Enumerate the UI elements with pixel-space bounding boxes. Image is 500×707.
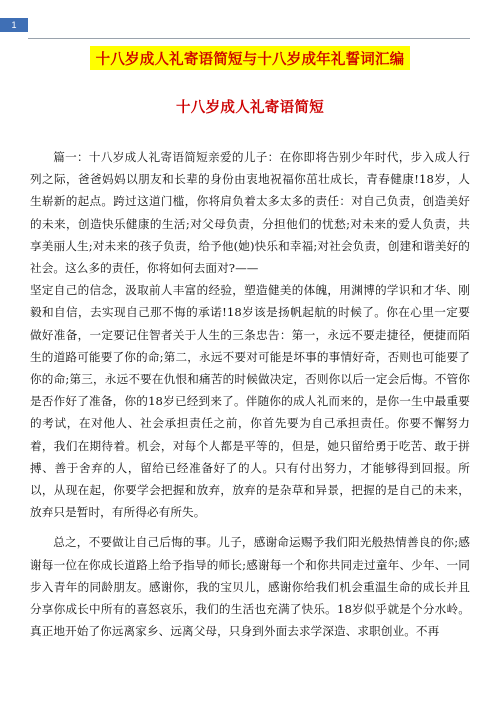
main-title-highlight <box>90 46 410 70</box>
paragraph-gap <box>30 523 470 531</box>
section-title: 十八岁成人礼寄语简短 <box>176 99 324 116</box>
paragraph-1: 篇一：十八岁成人礼寄语简短亲爱的儿子：在你即将告别少年时代，步入成人行列之际，爸爸妈妈以朋友和长辈的身份由衷地祝福你茁壮成长，青春健康!18岁，人生崭新的起点。跨过这道门槛，你将肩负着太多太多的责任：对自己负责，创造美好的未来，创造快乐健康的生活;对父母负责，分担他们的忧愁;对未来的爱人负责，共享美丽人生;对未来的孩子负责，给予他(她)快乐和幸福;对社会负责，创建和谐美好的社会。这么多的责任，你将如何去面对?—— <box>30 150 470 276</box>
paragraph-2: 坚定自己的信念，汲取前人丰富的经验，塑造健美的体魄，用渊博的学识和才华、刚毅和自信，去实现自己那不悔的承诺!18岁该是扬帆起航的时候了。你在心里一定要做好准备，一定要记住智者关于人生的三条忠告：第一，永远不要走捷径，便捷而陌生的道路可能要了你的命;第二，永远不要对可能是坏事的事情好奇，否则也可能要了你的命;第三，永远不要在仇恨和痛苦的时候做决定，否则你以后一定会后悔。不管你是否作好了准备，你的18岁已经到来了。伴随你的成人礼而来的，是你一生中最重要的考试，在对他人、社会承担责任之前，你首先要为自己承担责任。你要不懈努力着，我们在期待着。机会，对每个人都是平等的，但是，她只留给勇于吃苦、敢于拼搏、善于舍弃的人，留给已经准备好了的人。只有付出努力，才能够得到回报。所以，从现在起，你要学会把握和放弃，放弃的是杂草和异景，把握的是自己的未来，放弃只是暂时，有所得必有所失。 <box>30 283 470 520</box>
main-title: 十八岁成人礼寄语简短与十八岁成年礼誓词汇编 <box>95 50 405 68</box>
document-body <box>30 146 470 642</box>
paragraph-3: 总之，不要做让自己后悔的事。儿子，感谢命运赐予我们阳光般热情善良的你;感谢每一位在你成长道路上给予指导的师长;感谢每一个和你共同走过童年、少年、一同步入青年的同龄朋友。感谢你，我的宝贝儿，感谢你给我们机会重温生命的成长并且分享你成长中所有的喜怒哀乐，我们的生活也充满了快乐。18岁似乎就是个分水岭。真正地开始了你远离家乡、远离父母，只身到外面去求学深造、求职创业。不再 <box>30 535 470 639</box>
page-number-badge: 1 <box>0 18 28 32</box>
header-divider <box>28 38 470 39</box>
